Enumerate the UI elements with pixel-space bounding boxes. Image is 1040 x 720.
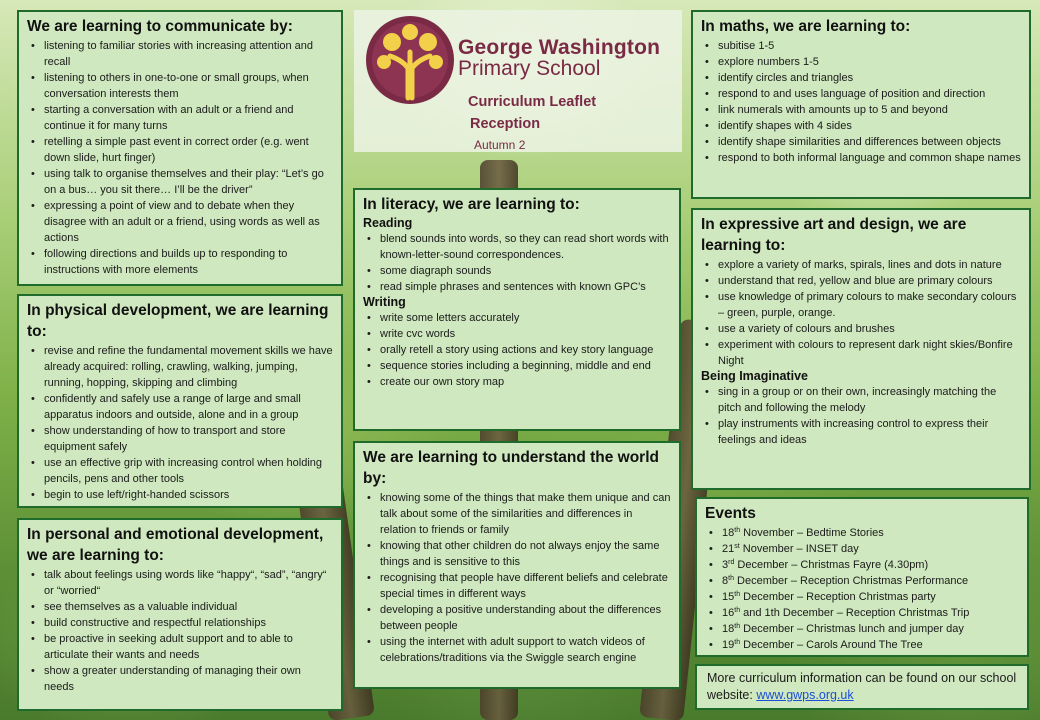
physical-list [27,343,333,503]
event-item: • 15th December – Reception Christmas party [705,589,1019,605]
personal-panel [17,518,343,711]
list-item: • begin to use left/right-handed scissors [27,487,333,503]
list-item: • expressing a point of view and to debate when they disagree with an adult or a friend, using words as well as actions [27,198,333,246]
list-item: • explore numbers 1-5 [701,54,1021,70]
list-item: • read simple phrases and sentences with known GPC’s [363,279,671,295]
list-item: • respond to and uses language of position and direction [701,86,1021,102]
writing-list [363,310,671,390]
list-item: • confidently and safely use a range of large and small apparatus indoors and outside, alone and in a group [27,391,333,423]
maths-list [701,38,1021,166]
event-item: • 19th December – Carols Around The Tree [705,637,1019,653]
list-item: • developing a positive understanding about the differences between people [363,602,671,634]
list-item: • sing in a group or on their own, increasingly matching the pitch and following the melody [701,384,1021,416]
list-item: • sequence stories including a beginning, middle and end [363,358,671,374]
school-website-link[interactable]: www.gwps.org.uk [756,688,854,702]
list-item: • retelling a simple past event in correct order (e.g. went down slide, hurt finger) [27,134,333,166]
list-item: • subitise 1-5 [701,38,1021,54]
list-item: • using talk to organise themselves and their play: “Let’s go on a bus… you sit there… I’ll be the driver” [27,166,333,198]
list-item: • talk about feelings using words like “happy“, “sad”, “angry“ or “worried“ [27,567,333,599]
list-item: • knowing that other children do not always enjoy the same things and is sensitive to this [363,538,671,570]
reading-list [363,231,671,295]
list-item: • use an effective grip with increasing control when holding pencils, pens and other tools [27,455,333,487]
world-list [363,490,671,666]
event-item: • 18th November – Bedtime Stories [705,525,1019,541]
list-item: • listening to familiar stories with increasing attention and recall [27,38,333,70]
world-panel [353,441,681,689]
event-item: • 16th and 1th December – Reception Christmas Trip [705,605,1019,621]
list-item: • write some letters accurately [363,310,671,326]
maths-heading: In maths, we are learning to: [701,18,911,35]
imaginative-list [701,384,1021,448]
personal-list [27,567,333,695]
school-logo-icon [362,12,458,108]
writing-heading: Writing [363,295,406,309]
list-item: • identify shapes with 4 sides [701,118,1021,134]
maths-panel [691,10,1031,199]
list-item: • identify circles and triangles [701,70,1021,86]
list-item: • be proactive in seeking adult support and to able to articulate their wants and needs [27,631,333,663]
art-list [701,257,1021,369]
event-item: • 18th December – Christmas lunch and jumper day [705,621,1019,637]
list-item: • explore a variety of marks, spirals, lines and dots in nature [701,257,1021,273]
school-header [354,10,682,152]
list-item: • blend sounds into words, so they can read short words with known-letter-sound correspondences. [363,231,671,263]
event-item: • 21st November – INSET day [705,541,1019,557]
event-item: • 3rd December – Christmas Fayre (4.30pm) [705,557,1019,573]
list-item: • starting a conversation with an adult or a friend and continue it for many turns [27,102,333,134]
info-panel [695,664,1029,710]
list-item: • knowing some of the things that make them unique and can talk about some of the similarities and differences in relation to friends or family [363,490,671,538]
list-item: • show understanding of how to transport and store equipment safely [27,423,333,455]
list-item: • show a greater understanding of managing their own needs [27,663,333,695]
list-item: • using the internet with adult support to watch videos of celebrations/traditions via the Swiggle search engine [363,634,671,666]
events-heading: Events [705,505,756,522]
communicate-panel [17,10,343,286]
communicate-heading: We are learning to communicate by: [27,18,293,35]
imaginative-heading: Being Imaginative [701,369,808,383]
list-item: • some diagraph sounds [363,263,671,279]
events-list [705,525,1019,653]
year-group: Reception [470,116,541,132]
art-heading: In expressive art and design, we are learning to: [701,216,967,254]
world-heading: We are learning to understand the world by: [363,449,659,487]
list-item: • build constructive and respectful relationships [27,615,333,631]
events-panel [695,497,1029,657]
list-item: • understand that red, yellow and blue are primary colours [701,273,1021,289]
list-item: • revise and refine the fundamental movement skills we have already acquired: rolling, crawling, walking, jumping, running, hopping, skipping and climbing [27,343,333,391]
literacy-panel [353,188,681,431]
physical-heading: In physical development, we are learning to: [27,302,329,340]
list-item: • play instruments with increasing control to express their feelings and ideas [701,416,1021,448]
list-item: • see themselves as a valuable individual [27,599,333,615]
physical-panel [17,294,343,508]
list-item: • link numerals with amounts up to 5 and beyond [701,102,1021,118]
school-name: George Washington [458,36,661,59]
reading-heading: Reading [363,216,413,230]
personal-heading: In personal and emotional development, we are learning to: [27,526,324,564]
list-item: • listening to others in one-to-one or small groups, when conversation interests them [27,70,333,102]
literacy-heading: In literacy, we are learning to: [363,196,580,213]
communicate-list [27,38,333,278]
info-text: More curriculum information can be found on our school website: www.gwps.org.uk [707,671,1017,702]
list-item: • use a variety of colours and brushes [701,321,1021,337]
event-item: • 8th December – Reception Christmas Performance [705,573,1019,589]
list-item: • identify shape similarities and differences between objects [701,134,1021,150]
list-item: • respond to both informal language and common shape names [701,150,1021,166]
term: Autumn 2 [474,138,526,152]
list-item: • orally retell a story using actions and key story language [363,342,671,358]
list-item: • use knowledge of primary colours to make secondary colours – green, purple, orange. [701,289,1021,321]
list-item: • write cvc words [363,326,671,342]
list-item: • create our own story map [363,374,671,390]
leaflet-title: Curriculum Leaflet [468,94,597,110]
list-item: • following directions and builds up to responding to instructions with more elements [27,246,333,278]
list-item: • recognising that people have different beliefs and celebrate special times in different ways [363,570,671,602]
school-subtitle: Primary School [458,57,601,80]
art-panel [691,208,1031,490]
list-item: • experiment with colours to represent dark night skies/Bonfire Night [701,337,1021,369]
